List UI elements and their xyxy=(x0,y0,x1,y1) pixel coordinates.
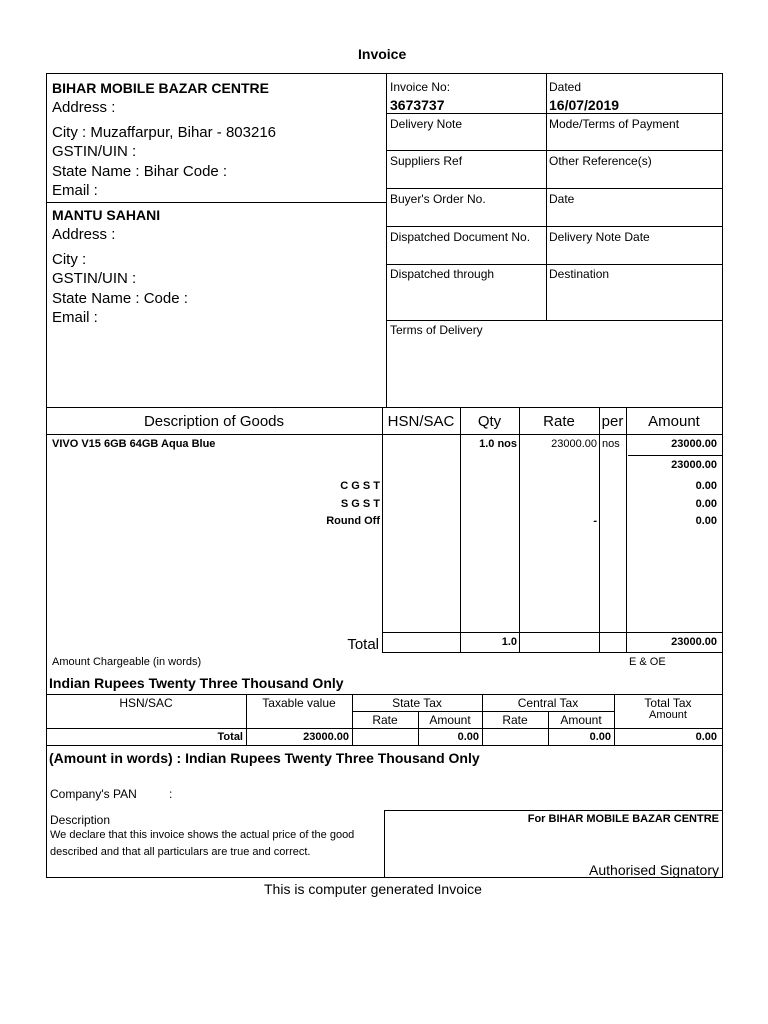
amount-in-words-full: (Amount in words) : Indian Rupees Twenty Three Thousand Only xyxy=(49,750,480,766)
meta-row-line xyxy=(386,226,722,227)
col-header-per: per xyxy=(601,413,624,430)
amount-chargeable-label: Amount Chargeable (in words) xyxy=(52,656,202,668)
tax-total-label: Total xyxy=(217,731,243,743)
company-pan-label: Company's PAN xyxy=(50,787,137,801)
col-header-rate: Rate xyxy=(543,413,575,430)
meta-row-line xyxy=(386,150,722,151)
goods-header-line xyxy=(46,434,723,435)
terms-of-delivery-label: Terms of Delivery xyxy=(390,323,483,337)
buyer-city: City : xyxy=(52,251,87,268)
item-per: nos xyxy=(602,438,620,450)
e-oe-label: E & OE xyxy=(629,656,666,668)
company-pan-colon: : xyxy=(169,787,173,801)
sgst-amount: 0.00 xyxy=(695,498,717,510)
dispatched-doc-label: Dispatched Document No. xyxy=(390,230,531,244)
subtotal-amount: 23000.00 xyxy=(671,459,717,471)
tax-total-central: 0.00 xyxy=(589,731,611,743)
tax-total-state: 0.00 xyxy=(457,731,479,743)
signatory-box-top xyxy=(384,810,723,811)
item-amount: 23000.00 xyxy=(671,438,717,450)
col-header-description: Description of Goods xyxy=(143,413,285,430)
amount-in-words: Indian Rupees Twenty Three Thousand Only xyxy=(49,675,344,691)
meta-row-line xyxy=(386,320,722,321)
outer-top-border xyxy=(46,73,723,74)
outer-right-border xyxy=(722,73,723,878)
delivery-note-date-label: Delivery Note Date xyxy=(549,230,650,244)
roundoff-rate: - xyxy=(593,515,597,527)
other-refs-label: Other Reference(s) xyxy=(549,154,652,168)
item-description: VIVO V15 6GB 64GB Aqua Blue xyxy=(52,438,216,450)
goods-top-line xyxy=(46,407,723,408)
buyer-email: Email : xyxy=(52,309,98,326)
cgst-label: C G S T xyxy=(340,480,380,492)
buyer-state: State Name : Code : xyxy=(52,290,188,307)
mode-terms-label: Mode/Terms of Payment xyxy=(549,117,680,131)
goods-total-bottom-line xyxy=(382,652,723,653)
dated-value: 16/07/2019 xyxy=(549,97,620,113)
goods-total-top-line xyxy=(382,632,723,633)
date-label: Date xyxy=(549,192,575,206)
authorised-signatory: Authorised Signatory xyxy=(589,862,719,878)
tax-header-state: State Tax xyxy=(392,696,442,710)
goods-total-qty: 1.0 xyxy=(501,636,517,648)
destination-label: Destination xyxy=(549,267,610,281)
declaration-line-1: We declare that this invoice shows the actual price of the good xyxy=(50,829,355,841)
item-rate: 23000.00 xyxy=(551,438,597,450)
dated-label: Dated xyxy=(549,80,582,94)
roundoff-label: Round Off xyxy=(326,515,380,527)
seller-state: State Name : Bihar Code : xyxy=(52,163,228,180)
col-header-amount: Amount xyxy=(648,413,700,430)
sgst-label: S G S T xyxy=(340,498,380,510)
invoice-no-label: Invoice No: xyxy=(390,80,451,94)
invoice-no-value: 3673737 xyxy=(390,97,445,113)
goods-col-line xyxy=(599,407,600,652)
tax-subheader-line xyxy=(352,711,614,712)
tax-header-taxable: Taxable value xyxy=(262,696,336,710)
tax-header-total-line1: Total Tax xyxy=(644,696,692,710)
seller-gstin: GSTIN/UIN : xyxy=(52,143,137,160)
dispatched-through-label: Dispatched through xyxy=(390,267,495,281)
goods-total-label: Total xyxy=(347,636,379,653)
header-divider xyxy=(386,73,387,407)
buyer-name: MANTU SAHANI xyxy=(52,207,161,223)
buyer-gstin: GSTIN/UIN : xyxy=(52,270,137,287)
tax-sub-central-rate: Rate xyxy=(502,713,528,727)
delivery-note-label: Delivery Note xyxy=(390,117,463,131)
page-title: Invoice xyxy=(358,46,407,62)
tax-header-central: Central Tax xyxy=(517,696,579,710)
tax-total-amount: 0.00 xyxy=(695,731,717,743)
roundoff-amount: 0.00 xyxy=(695,515,717,527)
meta-divider xyxy=(546,73,547,320)
tax-sub-state-amount: Amount xyxy=(429,713,471,727)
item-qty: 1.0 nos xyxy=(479,438,517,450)
for-company-label: For BIHAR MOBILE BAZAR CENTRE xyxy=(527,813,719,825)
cgst-amount: 0.00 xyxy=(695,480,717,492)
seller-city: City : Muzaffarpur, Bihar - 803216 xyxy=(52,124,277,141)
meta-row-line xyxy=(386,113,722,114)
tax-total-taxable: 23000.00 xyxy=(303,731,349,743)
tax-sub-central-amount: Amount xyxy=(560,713,602,727)
buyer-address: Address : xyxy=(52,226,116,243)
suppliers-ref-label: Suppliers Ref xyxy=(390,154,463,168)
goods-total-amount: 23000.00 xyxy=(671,636,717,648)
description-label: Description xyxy=(50,813,111,827)
tax-top-line xyxy=(46,694,723,695)
computer-generated-note: This is computer generated Invoice xyxy=(264,881,482,897)
seller-buyer-divider xyxy=(46,202,386,203)
meta-row-line xyxy=(386,188,722,189)
col-header-hsn: HSN/SAC xyxy=(387,413,455,430)
col-header-qty: Qty xyxy=(477,413,502,430)
outer-left-border xyxy=(46,73,47,878)
subtotal-line xyxy=(628,455,722,456)
meta-row-line xyxy=(386,264,722,265)
goods-col-line xyxy=(382,407,383,652)
tax-total-bottom-line xyxy=(46,745,723,746)
seller-email: Email : xyxy=(52,182,98,199)
tax-header-hsn: HSN/SAC xyxy=(119,696,173,710)
declaration-line-2: described and that all particulars are true and correct. xyxy=(50,846,311,858)
buyers-order-label: Buyer's Order No. xyxy=(390,192,486,206)
seller-name: BIHAR MOBILE BAZAR CENTRE xyxy=(52,80,269,96)
seller-address: Address : xyxy=(52,99,116,116)
tax-sub-state-rate: Rate xyxy=(372,713,398,727)
tax-header-total-line2: Amount xyxy=(649,709,687,721)
tax-header-bottom-line xyxy=(46,728,723,729)
